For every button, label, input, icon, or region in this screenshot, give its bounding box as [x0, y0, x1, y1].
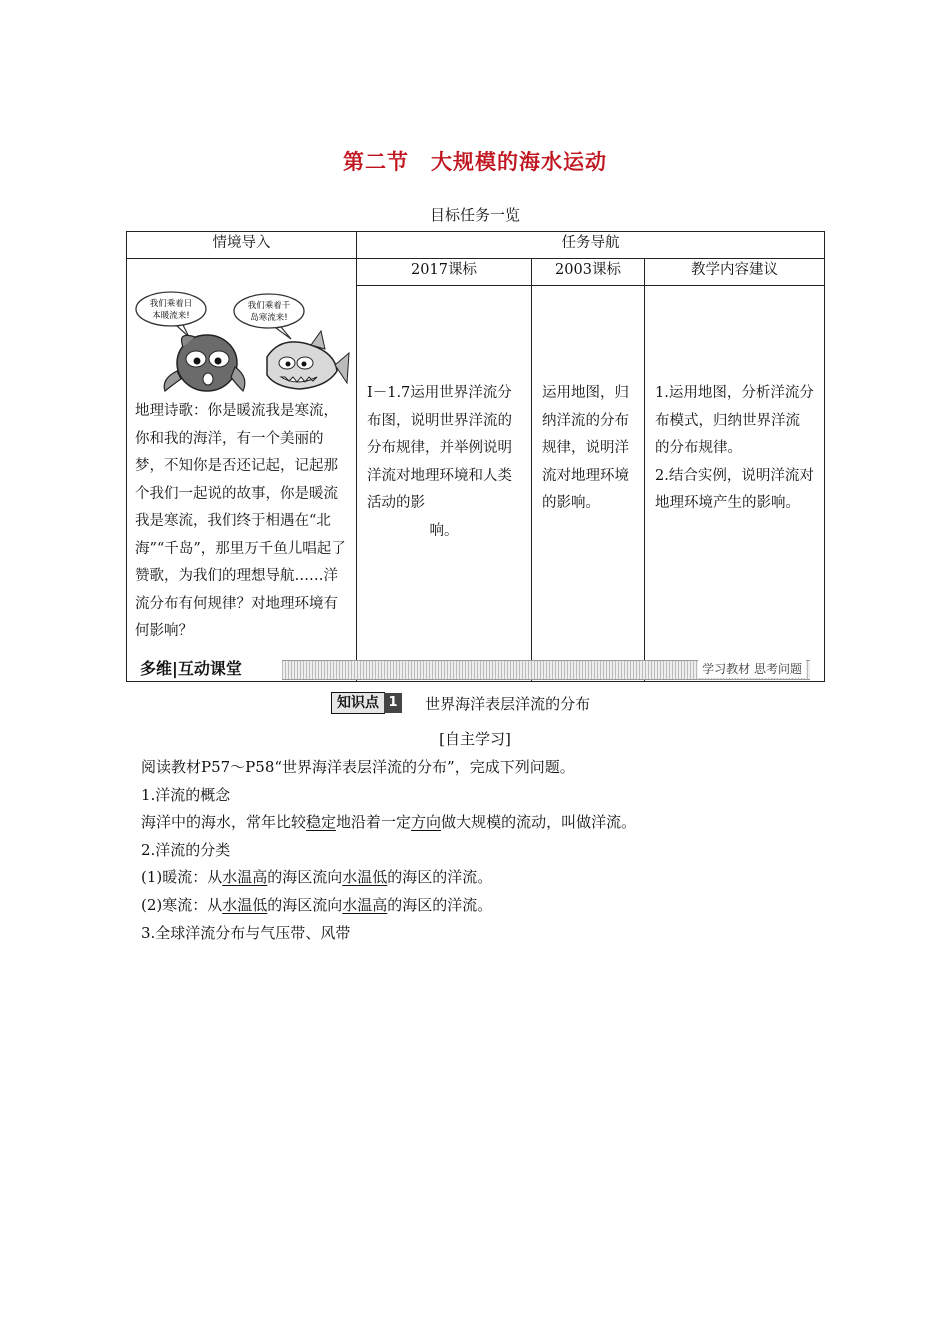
- knowledge-label: 知识点: [331, 692, 385, 714]
- answer-warm-high: 水温高: [222, 868, 268, 886]
- self-study-heading: [自主学习]: [439, 730, 511, 748]
- knowledge-number: 1: [384, 693, 402, 713]
- context-cell: [127, 259, 357, 682]
- cell-2017: [357, 286, 532, 682]
- section-banner: [140, 657, 810, 681]
- teaching-item-1: 1.运用地图，分析洋流分布模式，归纳世界洋流的分布规律。: [655, 385, 814, 456]
- cell-teaching: [645, 286, 825, 682]
- banner-tag: 学习教材 思考问题: [698, 660, 806, 678]
- knowledge-title: 世界海洋表层洋流的分布: [425, 694, 591, 713]
- bubble1-line1: 我们乘着日: [149, 299, 193, 309]
- answer-cold-low: 水温低: [222, 896, 268, 914]
- bubble2-line2: 岛寒流来!: [250, 313, 288, 323]
- header-context: 情境导入: [127, 232, 357, 259]
- knowledge-point: [331, 692, 590, 714]
- header-2003: 2003课标: [532, 259, 645, 286]
- answer-cold-high: 水温高: [342, 896, 388, 914]
- answer-warm-low: 水温低: [342, 868, 388, 886]
- intro-text: 阅读教材P57～P58“世界海洋表层洋流的分布”，完成下列问题。: [141, 758, 575, 776]
- cell-2017-tail: 响。: [429, 522, 459, 539]
- section-title: 大规模的海水运动: [431, 150, 607, 174]
- bubble1-line2: 本暖流来!: [152, 311, 190, 321]
- cold-fish-icon: [267, 331, 349, 389]
- fish-cartoon: [131, 287, 353, 399]
- context-poem: 地理诗歌：你是暖流我是寒流，你和我的海洋，有一个美丽的梦，不知你是否还记起，记起那个我们一起说的故事，你是暖流我是寒流，我们终于相遇在“北海”“千岛”，那里万千鱼儿唱起了赞歌，为我们的理想导航……洋流分布有何规律？对地理环境有何影响？: [135, 403, 346, 639]
- warm-fish-icon: [164, 335, 245, 391]
- banner-label: 多维|互动课堂: [140, 659, 242, 678]
- header-navigation: 任务导航: [357, 232, 825, 259]
- cell-2003: 运用地图，归纳洋流的分布规律，说明洋流对地理环境的影响。: [532, 286, 645, 682]
- page-title: [0, 146, 950, 176]
- concept-text: 海洋中的海水，常年比较稳定地沿着一定方向做大规模的流动，叫做洋流。: [141, 813, 637, 831]
- bubble2-line1: 我们乘着千: [247, 301, 291, 311]
- answer-stable: 稳定: [306, 813, 337, 831]
- answer-direction: 方向: [411, 813, 442, 831]
- teaching-item-2: 2.结合实例，说明洋流对地理环境产生的影响。: [655, 467, 814, 511]
- section-number: 第二节: [343, 150, 409, 174]
- heading-concept: 1.洋流的概念: [141, 786, 231, 804]
- cell-2017-text: Ⅰ－1.7运用世界洋流分布图，说明世界洋流的分布规律，并举例说明洋流对地理环境和人类活动的影: [367, 385, 512, 511]
- warm-current-text: (1)暖流：从水温高的海区流向水温低的海区的洋流。: [141, 868, 493, 886]
- header-2017: 2017课标: [357, 259, 532, 286]
- task-table: [126, 231, 825, 682]
- heading-distribution: 3.全球洋流分布与气压带、风带: [141, 924, 351, 942]
- table-caption: 目标任务一览: [429, 206, 520, 224]
- heading-classification: 2.洋流的分类: [141, 841, 231, 859]
- cold-current-text: (2)寒流：从水温低的海区流向水温高的海区的洋流。: [141, 896, 493, 914]
- header-teaching: 教学内容建议: [645, 259, 825, 286]
